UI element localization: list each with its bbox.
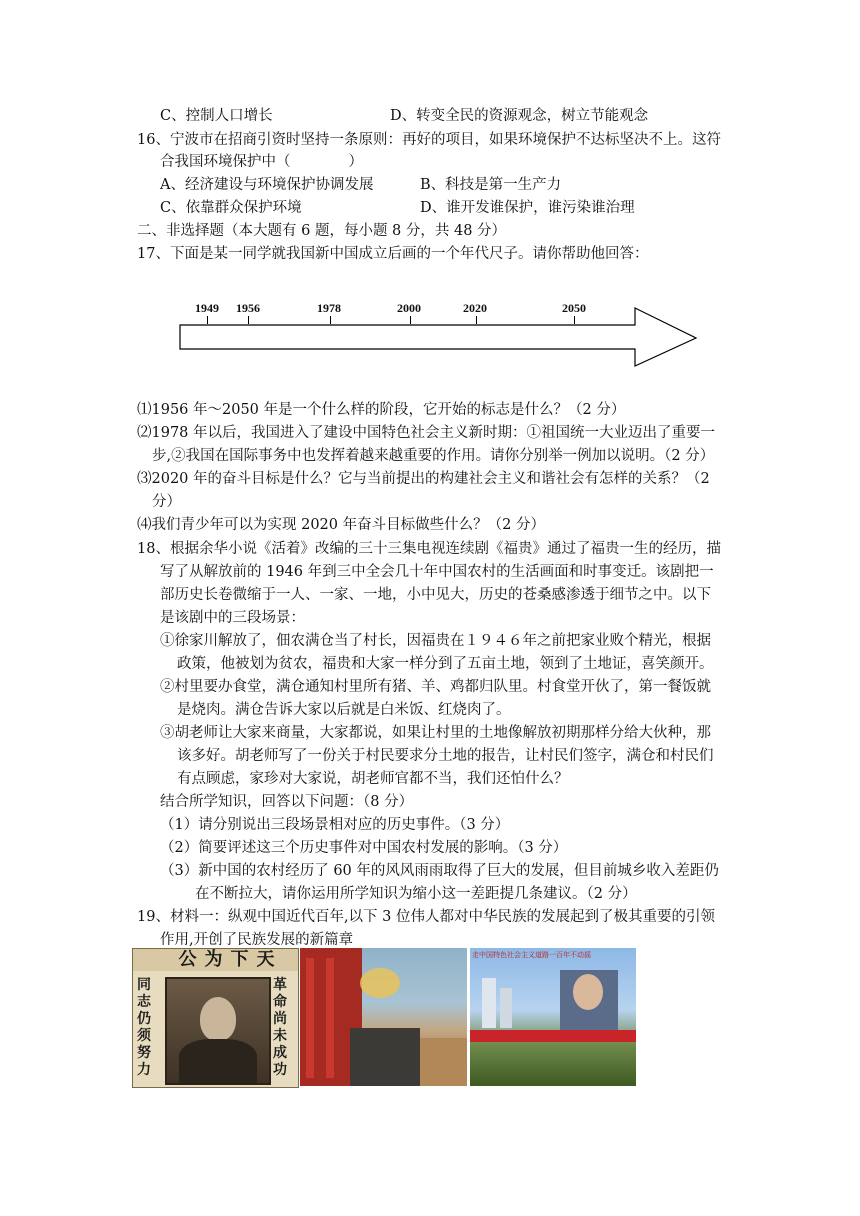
scene-1-cont: 政策，他被划为贫农，福贵和大家一样分到了五亩土地，领到了土地证，喜笑颜开。 [177,656,714,672]
question-17: 17、下面是某一同学就我国新中国成立后画的一个年代尺子。请你帮助他回答： [137,246,649,262]
timeline-year: 1949 [195,301,219,315]
scene-1: ①徐家川解放了，佃农满仓当了村长，因福贵在１９４６年之前把家业败个精光，根据 [160,633,711,649]
question-19-cont: 作用,开创了民族发展的新篇章 [160,932,354,948]
option-c: C、控制人口增长 [160,108,273,124]
sun-yat-sen-photo [132,948,299,1088]
option-d: D、转变全民的资源观念，树立节能观念 [390,108,649,124]
q16-option-b: B、科技是第一生产力 [420,177,562,193]
q18-part-3: （3）新中国的农村经历了 60 年的风风雨雨取得了巨大的发展，但目前城乡收入差距仍 [160,863,719,879]
q18-instruction: 结合所学知识，回答以下问题：（8 分） [160,794,414,810]
section-2-heading: 二、非选择题（本大题有 6 题，每小题 8 分，共 48 分） [137,223,507,239]
question-16-cont: 合我国环境保护中（ ） [160,154,363,170]
deng-xiaoping-billboard [470,948,636,1086]
question-19: 19、材料一：纵观中国近代百年,以下 3 位伟人都对中华民族的发展起到了极其重要的引领 [137,909,715,925]
q18-part-1: （1）请分别说出三段场景相对应的历史事件。（3 分） [160,817,510,833]
photo-1-right-calligraphy: 革命尚未成功 [273,977,287,1078]
photo-1-left-calligraphy: 同志仍须努力 [137,977,151,1078]
timeline-year: 1978 [317,301,341,315]
q16-option-a: A、经济建设与环境保护协调发展 [160,177,374,193]
question-18-line4: 是该剧中的三段场景： [160,610,305,626]
q16-option-c: C、依靠群众保护环境 [160,200,302,216]
q18-part-3-cont: 在不断拉大，请你运用所学知识为缩小这一差距提几条建议。（2 分） [195,886,637,902]
q17-part-3: ⑶2020 年的奋斗目标是什么？它与当前提出的构建社会主义和谐社会有怎样的关系？（2 [137,471,710,487]
q17-part-4: ⑷我们青少年可以为实现 2020 年奋斗目标做些什么？（2 分） [137,517,545,533]
photo-3-banner: 走中国特色社会主义道路一百年不动摇 [472,951,591,959]
photo-1-banner-text: 公为下天 [178,949,283,970]
timeline-year: 2000 [397,301,421,315]
q17-part-3-cont: 分） [152,494,181,510]
q17-part-2: ⑵1978 年以后，我国进入了建设中国特色社会主义新时期：①祖国统一大业迈出了重要一 [137,425,716,441]
question-16: 16、宁波市在招商引资时坚持一条原则：再好的项目，如果环境保护不达标坚决不上。这符 [137,132,721,148]
scene-3-cont2: 有点顾虑，家珍对大家说，胡老师官都不当，我们还怕什么？ [177,771,569,787]
founding-ceremony-painting [300,948,467,1086]
scene-3-cont: 该多好。胡老师写了一份关于村民要求分土地的报告，让村民们签字，满仓和村民们 [177,748,714,764]
q17-part-1: ⑴1956 年～2050 年是一个什么样的阶段，它开始的标志是什么？（2 分） [137,402,626,418]
q17-part-2-cont: 步,②我国在国际事务中也发挥着越来越重要的作用。请你分别举一例加以说明。（2 分） [152,448,715,464]
scene-3: ③胡老师让大家来商量，大家都说，如果让村里的土地像解放初期那样分给大伙种，那 [160,725,711,741]
q16-option-d: D、谁开发谁保护，谁污染谁治理 [420,200,635,216]
scene-2: ②村里要办食堂，满仓通知村里所有猪、羊、鸡都归队里。村食堂开伙了，第一餐饭就 [160,679,711,695]
question-18-line2: 写了从解放前的 1946 年到三中全会几十年中国农村的生活画面和时事变迁。该剧把一 [160,564,714,580]
scene-2-cont: 是烧肉。满仓告诉大家以后就是白米饭、红烧肉了。 [177,702,511,718]
timeline-year: 2020 [463,301,487,315]
portrait-frame [165,977,271,1085]
q18-part-2: （2）简要评述这三个历史事件对中国农村发展的影响。（3 分） [160,840,568,856]
timeline-year: 1956 [236,301,260,315]
question-18: 18、根据余华小说《活着》改编的三十三集电视连续剧《福贵》通过了福贵一生的经历，描 [137,541,721,557]
question-18-line3: 部历史长卷微缩于一人、一家、一地，小中见大，历史的苍桑感渗透于细节之中。以下 [160,587,711,603]
timeline-year: 2050 [562,301,586,315]
